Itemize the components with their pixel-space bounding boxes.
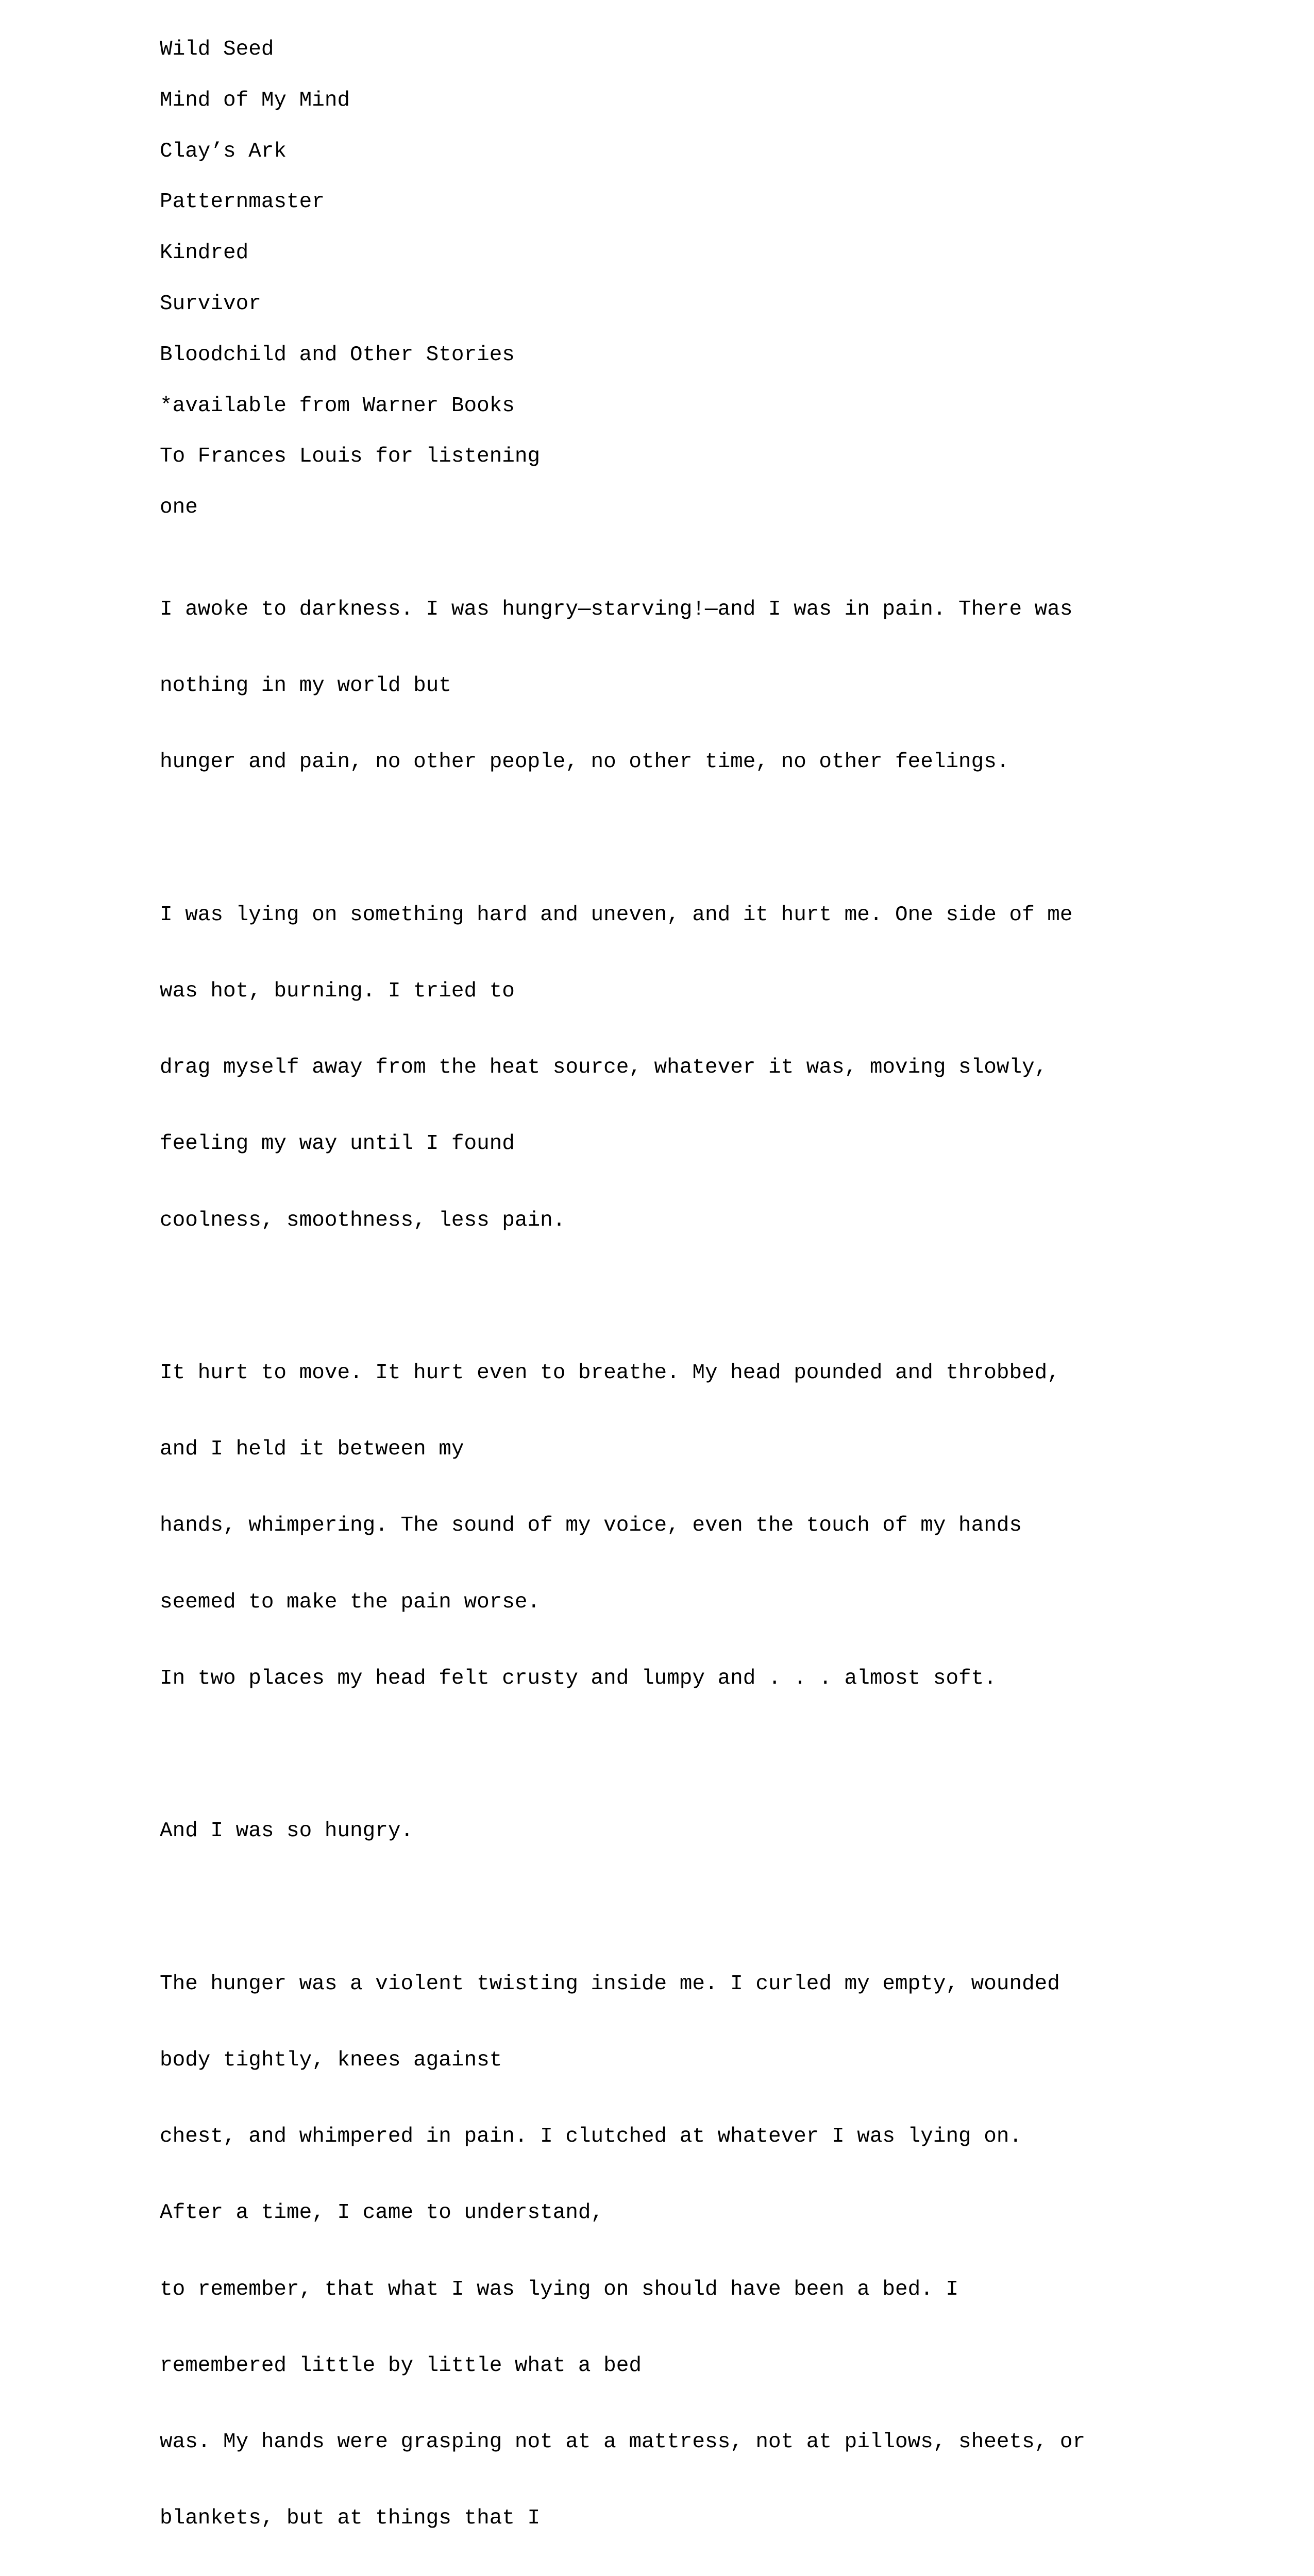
text-line: After a time, I came to understand, xyxy=(160,2201,604,2225)
text-line: drag myself away from the heat source, whatever it was, moving slowly, xyxy=(160,1056,1048,1080)
text-line: was. My hands were grasping not at a mattress, not at pillows, sheets, or xyxy=(160,2430,1086,2454)
document-text xyxy=(160,37,1190,2576)
text-line: to remember, that what I was lying on should have been a bed. I xyxy=(160,2277,959,2301)
text-line: was hot, burning. I tried to xyxy=(160,979,515,1003)
text-line: remembered little by little what a bed xyxy=(160,2353,642,2378)
text-line: chest, and whimpered in pain. I clutched at whatever I was lying on. xyxy=(160,2125,1022,2149)
text-line: coolness, smoothness, less pain. xyxy=(160,1208,566,1232)
book-title: Patternmaster xyxy=(160,190,325,214)
body-paragraph xyxy=(160,1768,1190,1895)
body-paragraph xyxy=(160,852,1190,1284)
text-line: It hurt to move. It hurt even to breathe. My head pounded and throbbed, xyxy=(160,1361,1060,1385)
text-line: seemed to make the pain worse. xyxy=(160,1590,541,1614)
availability-note: *available from Warner Books xyxy=(160,394,515,418)
chapter-heading: one xyxy=(160,496,198,520)
text-line: and I held it between my xyxy=(160,1437,464,1462)
book-title: Clay’s Ark xyxy=(160,139,287,163)
book-title: Kindred xyxy=(160,241,249,265)
text-line: feeling my way until I found xyxy=(160,1132,515,1156)
text-line: And I was so hungry. xyxy=(160,1819,414,1843)
text-line: blankets, but at things that I xyxy=(160,2506,541,2531)
text-line: The hunger was a violent twisting inside me. I curled my empty, wounded xyxy=(160,1972,1060,1996)
text-line: I was lying on something hard and uneven, and it hurt me. One side of me xyxy=(160,903,1073,927)
text-line: In two places my head felt crusty and lumpy and . . . almost soft. xyxy=(160,1666,997,1690)
body-paragraph xyxy=(160,1921,1190,2576)
text-line: nothing in my world but xyxy=(160,674,451,698)
book-title: Survivor xyxy=(160,292,261,316)
book-title: Wild Seed xyxy=(160,38,274,61)
body-paragraph xyxy=(160,546,1190,826)
book-title: Bloodchild and Other Stories xyxy=(160,343,515,367)
text-line: body tightly, knees against xyxy=(160,2048,502,2072)
body-paragraph xyxy=(160,1310,1190,1742)
book-title: Mind of My Mind xyxy=(160,88,350,112)
text-line: hunger and pain, no other people, no other time, no other feelings. xyxy=(160,750,1009,774)
text-line: hands, whimpering. The sound of my voice, even the touch of my hands xyxy=(160,1514,1022,1538)
text-line: I awoke to darkness. I was hungry—starving!—and I was in pain. There was xyxy=(160,597,1073,621)
dedication: To Frances Louis for listening xyxy=(160,445,541,469)
